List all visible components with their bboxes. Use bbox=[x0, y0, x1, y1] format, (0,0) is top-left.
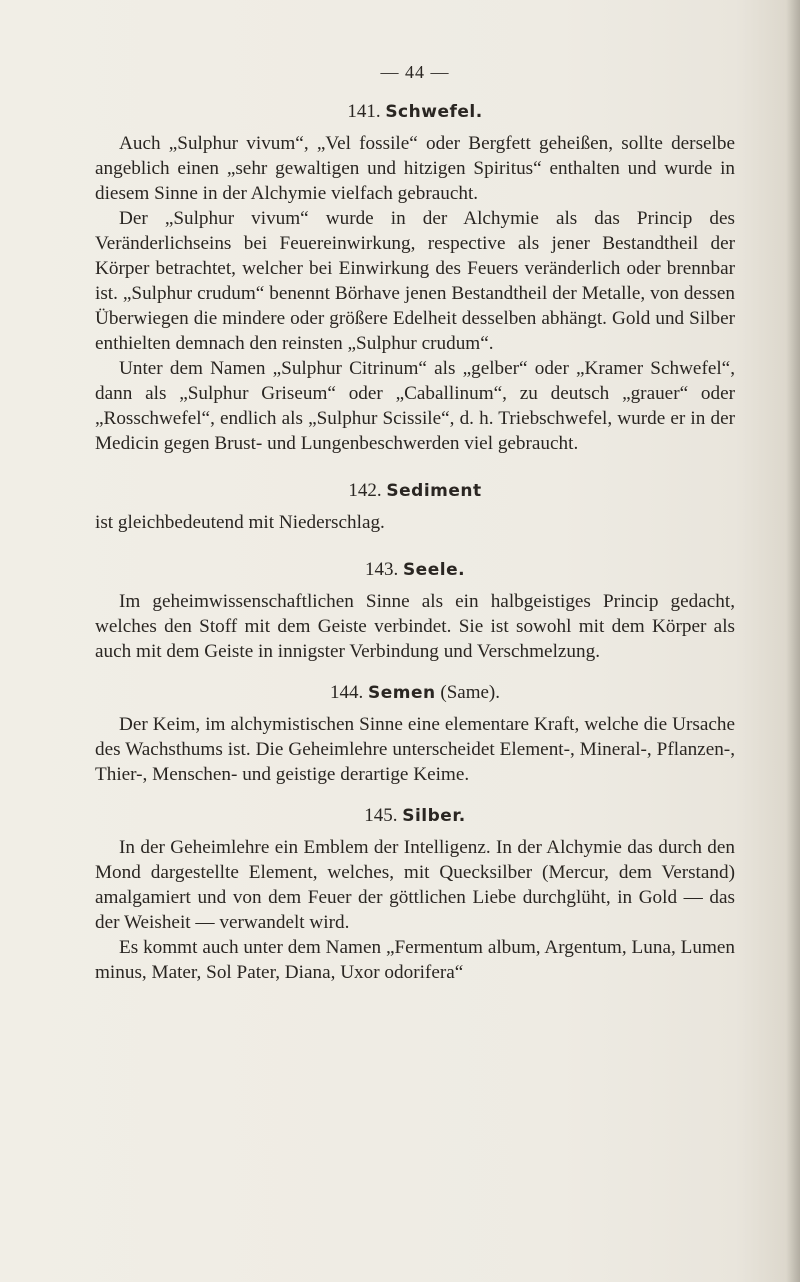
entry-142 bbox=[95, 478, 735, 535]
entry-heading bbox=[95, 803, 735, 829]
entry-number: 144. bbox=[330, 682, 364, 703]
paragraph: In der Geheimlehre ein Emblem der Intelligenz. In der Alchymie das durch den Mond dargestellte Element, welches, mit Quecksilber (Mercur, dem Verstand) amalgamiert und von dem Feuer der göttlichen Liebe durchglüht, in Gold — das der Weisheit — verwandelt wird. bbox=[95, 837, 735, 933]
entry-number: 145. bbox=[364, 805, 398, 826]
entry-term: Sediment bbox=[386, 481, 482, 501]
entry-heading bbox=[95, 557, 735, 583]
entry-heading bbox=[95, 478, 735, 504]
paragraph: Es kommt auch unter dem Namen „Fermentum album, Argentum, Luna, Lumen minus, Mater, Sol Pater, Diana, Uxor odorifera“ bbox=[95, 937, 735, 983]
entry-gloss: (Same). bbox=[440, 682, 500, 703]
page-number: — 44 — bbox=[380, 62, 450, 82]
entry-heading bbox=[95, 99, 735, 125]
entry-term: Silber. bbox=[402, 806, 466, 826]
entry-term: Semen bbox=[368, 683, 436, 703]
entry-143 bbox=[95, 557, 735, 664]
paragraph: Der „Sulphur vivum“ wurde in der Alchymie als das Princip des Veränderlichseins bei Feuereinwirkung, respective als jener Bestandtheil der Körper betrachtet, welcher bei Einwirkung des Feuers veränderlich oder brennbar ist. „Sulphur crudum“ benennt Börhave jenen Bestandtheil der Metalle, von dessen Überwiegen die mindere oder größere Edelheit desselben abhängt. Gold und Silber enthielten demnach den reinsten „Sulphur crudum“. bbox=[95, 208, 735, 354]
entry-number: 141. bbox=[347, 101, 381, 122]
page-edge-shadow bbox=[786, 0, 800, 1282]
entry-145 bbox=[95, 803, 735, 985]
paragraph: ist gleichbedeutend mit Niederschlag. bbox=[95, 512, 385, 533]
entry-heading bbox=[95, 680, 735, 706]
entry-number: 142. bbox=[348, 480, 382, 501]
paragraph: Im geheimwissenschaftlichen Sinne als ein halbgeistiges Princip gedacht, welches den Stoff mit dem Geiste verbindet. Sie ist sowohl mit dem Körper als auch mit dem Geiste in innigster Verbindung und Verschmelzung. bbox=[95, 591, 735, 662]
entry-term: Seele. bbox=[402, 560, 466, 580]
entry-term: Schwefel. bbox=[385, 102, 483, 122]
paragraph: Der Keim, im alchymistischen Sinne eine elementare Kraft, welche die Ursache des Wachsthums ist. Die Geheimlehre unterscheidet Element-, Mineral-, Pflanzen-, Thier-, Menschen- und geistige derartige Keime. bbox=[95, 714, 735, 785]
entry-144 bbox=[95, 680, 735, 787]
text-column bbox=[95, 60, 735, 1007]
entry-141 bbox=[95, 99, 735, 456]
paragraph: Auch „Sulphur vivum“, „Vel fossile“ oder Bergfett geheißen, sollte derselbe angeblich einen „sehr gewaltigen und hitzigen Spiritus“ enthalten und wurde in diesem Sinne in der Alchymie vielfach gebraucht. bbox=[95, 133, 735, 204]
entry-number: 143. bbox=[364, 559, 399, 580]
paragraph: Unter dem Namen „Sulphur Citrinum“ als „gelber“ oder „Kramer Schwefel“, dann als „Sulphur Griseum“ oder „Caballinum“, zu deutsch „grauer“ oder „Rosschwefel“, endlich als „Sulphur Scissile“, d. h. Triebschwefel, wurde er in der Medicin gegen Brust- und Lungenbeschwerden viel gebraucht. bbox=[95, 358, 735, 454]
